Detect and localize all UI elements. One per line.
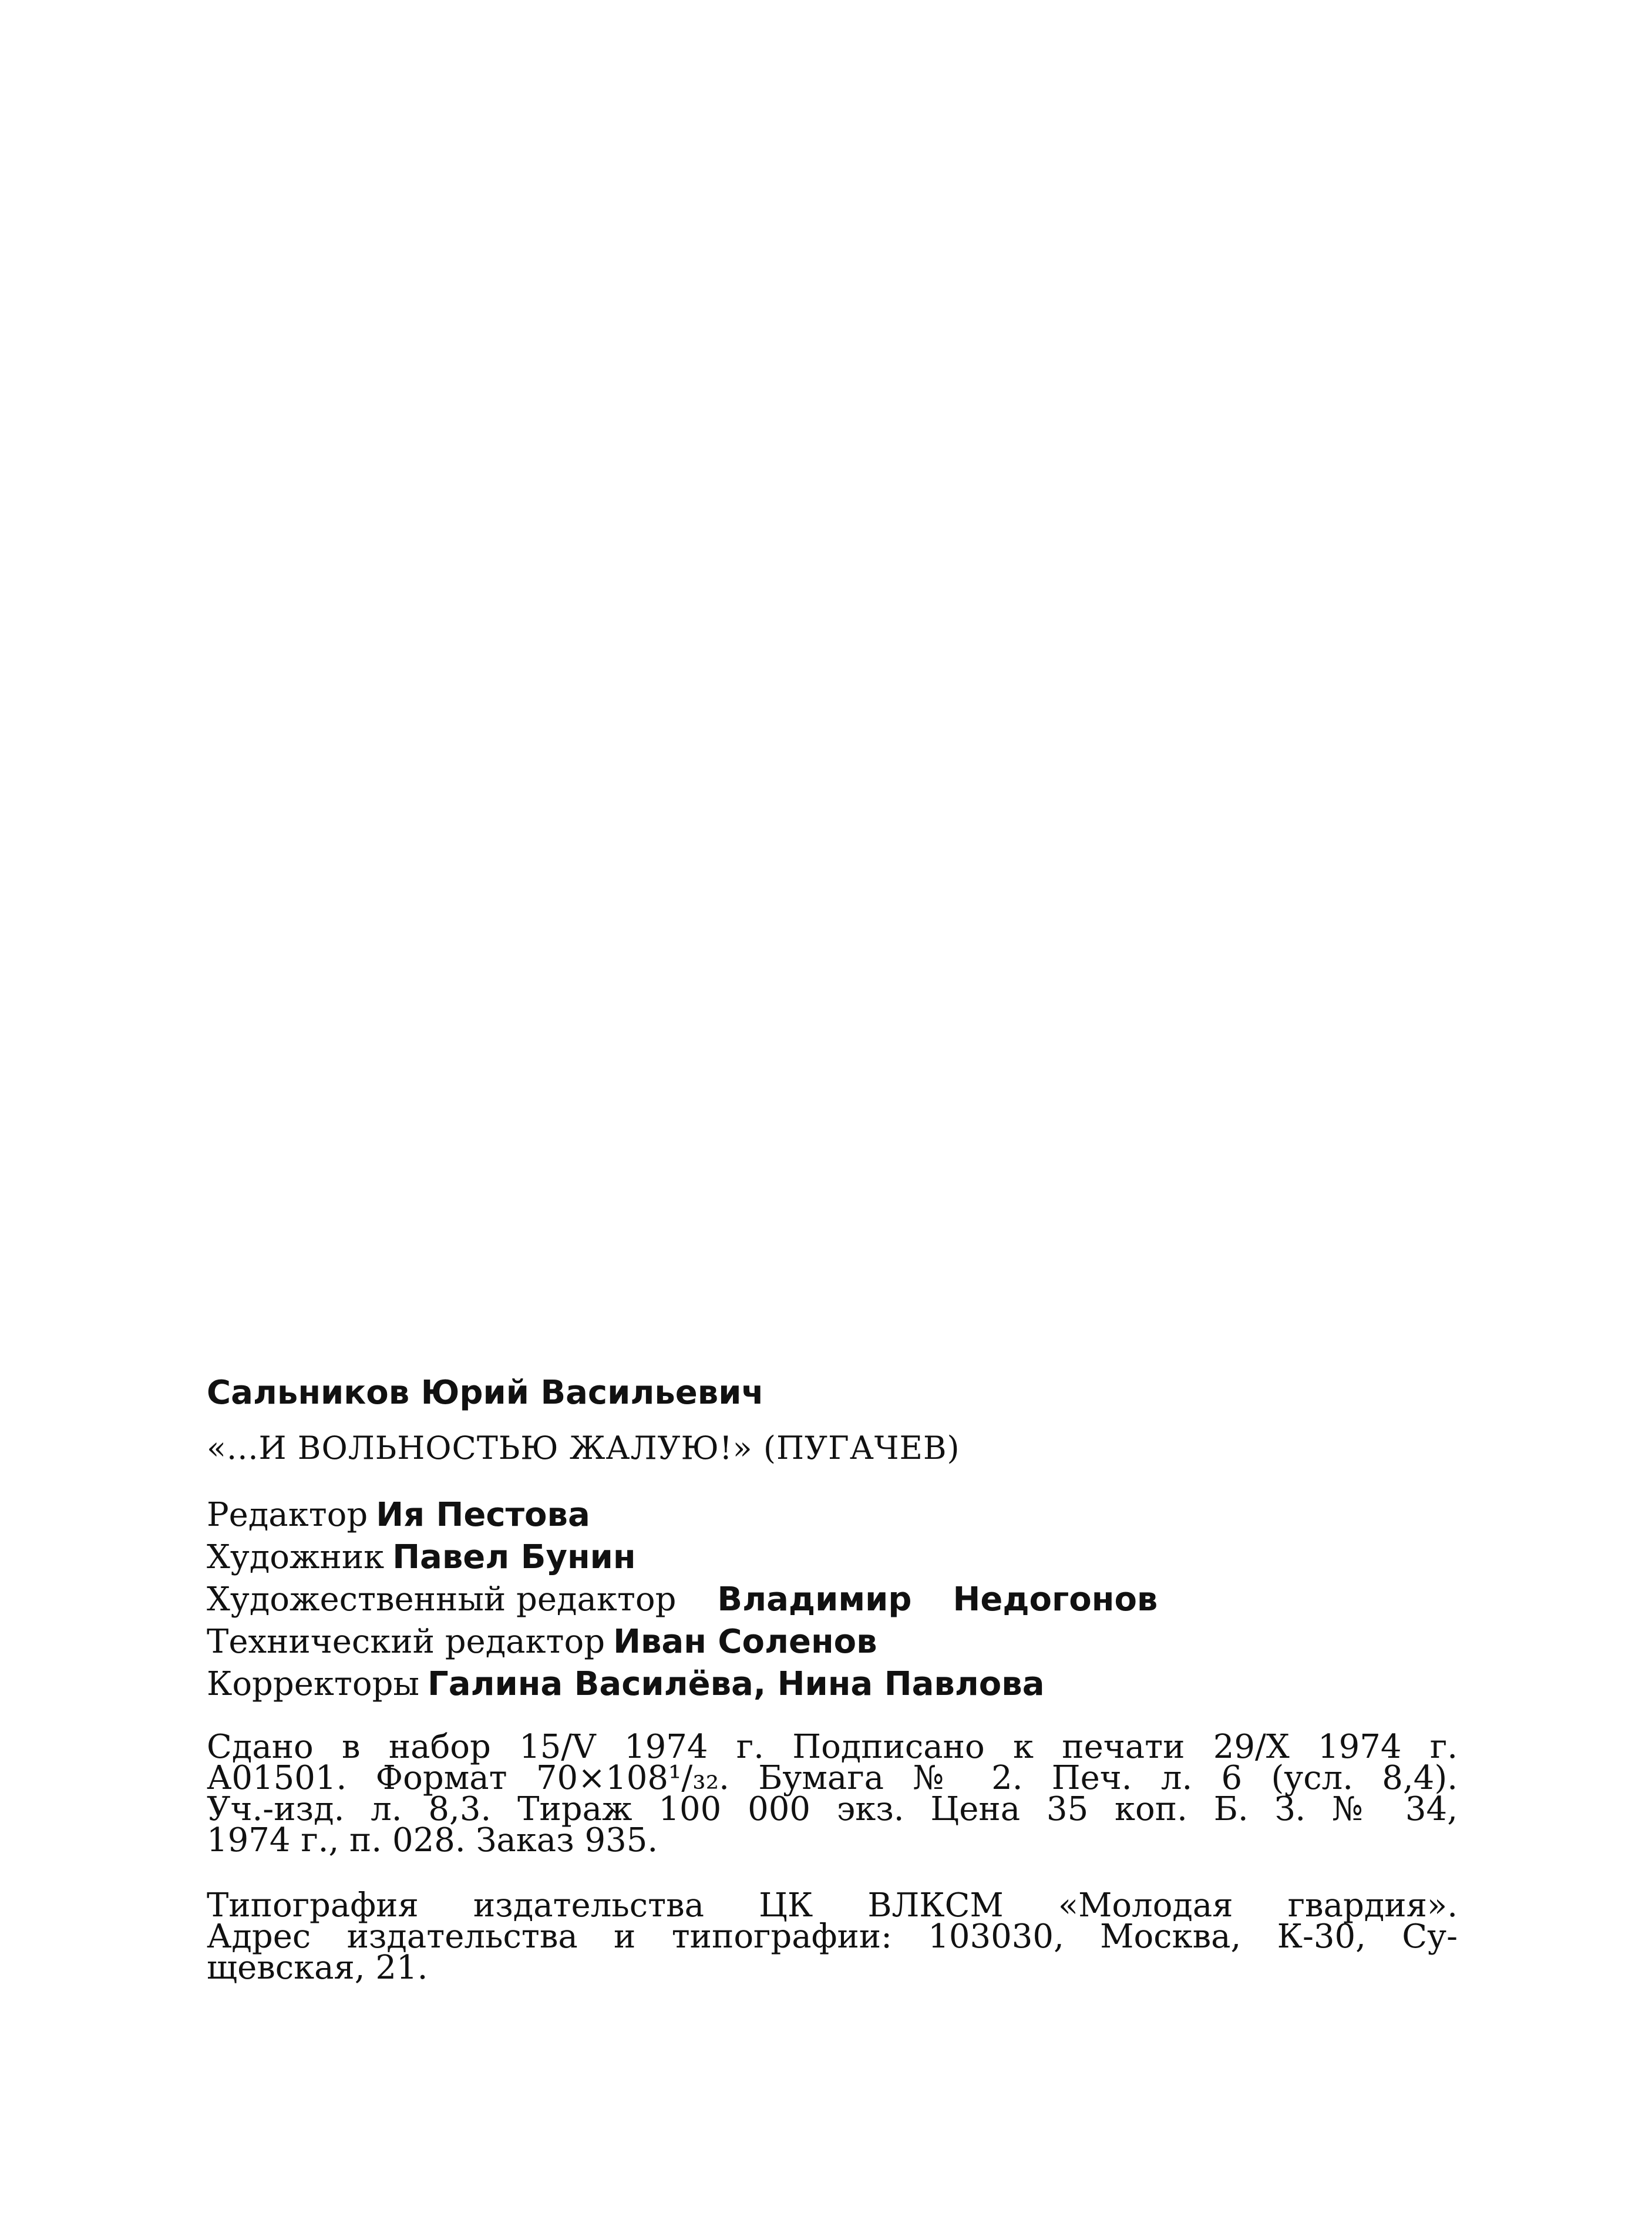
imprint-line: А01501. Формат 70×108¹/₃₂. Бумага № 2. Печ. л. 6 (усл. 8,4). bbox=[207, 1759, 1458, 1797]
credit-role: Художественный редактор bbox=[207, 1580, 677, 1619]
imprint-line: Сдано в набор 15/V 1974 г. Подписано к печати 29/X 1974 г. bbox=[207, 1728, 1458, 1766]
credit-role: Технический редактор bbox=[207, 1623, 605, 1661]
credit-name-first: Владимир bbox=[717, 1580, 912, 1619]
credit-role: Редактор bbox=[207, 1496, 368, 1534]
imprint-block bbox=[207, 1728, 1458, 1859]
credit-proofreaders bbox=[207, 1663, 1458, 1706]
book-title: «...И ВОЛЬНОСТЬЮ ЖАЛУЮ!» (ПУГАЧЕВ) bbox=[207, 1429, 960, 1466]
credit-name bbox=[717, 1580, 1158, 1619]
credit-tech-editor bbox=[207, 1621, 1458, 1663]
imprint-line: Уч.-изд. л. 8,3. Тираж 100 000 экз. Цена 35 коп. Б. З. № 34, bbox=[207, 1790, 1458, 1828]
colophon bbox=[207, 1368, 1458, 1987]
printer-line: Адрес издательства и типографии: 103030, Москва, К-30, Су- bbox=[207, 1918, 1458, 1956]
credit-name: Ия Пестова bbox=[376, 1496, 590, 1534]
credit-role: Художник bbox=[207, 1538, 385, 1576]
credit-name-last: Недогонов bbox=[953, 1580, 1158, 1619]
printer-line: Типография издательства ЦК ВЛКСМ «Молодая гвардия». bbox=[207, 1886, 1458, 1925]
credit-name: Павел Бунин bbox=[392, 1538, 636, 1576]
credit-editor bbox=[207, 1494, 1458, 1536]
credits-block bbox=[207, 1494, 1458, 1706]
credit-art-editor bbox=[207, 1579, 1458, 1621]
credit-name: Галина Василёва, Нина Павлова bbox=[428, 1665, 1045, 1703]
printer-line: щевская, 21. bbox=[207, 1949, 428, 1987]
imprint-line: 1974 г., п. 028. Заказ 935. bbox=[207, 1821, 658, 1859]
credit-role: Корректоры bbox=[207, 1665, 420, 1703]
printer-block bbox=[207, 1886, 1458, 1987]
author-name: Сальников Юрий Васильевич bbox=[207, 1374, 764, 1412]
credit-name: Иван Соленов bbox=[613, 1623, 877, 1661]
credit-artist bbox=[207, 1536, 1458, 1579]
